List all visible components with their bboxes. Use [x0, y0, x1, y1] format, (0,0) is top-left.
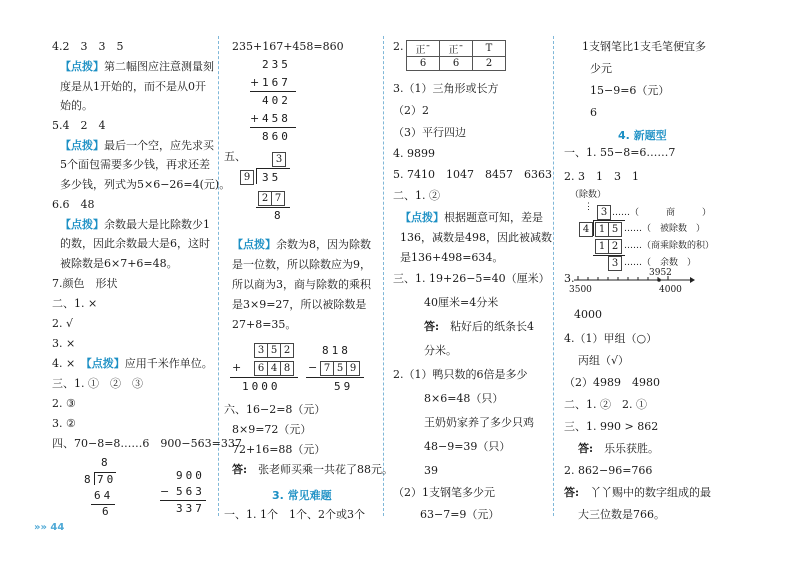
tip-block: 【点拨】根据题意可知，差是: [400, 211, 543, 224]
answer-line: 6.6 48: [52, 198, 95, 211]
answer-line: 7.颜色 形状: [52, 277, 118, 290]
column-divider: [553, 36, 554, 516]
section-title: 4. 新题型: [618, 129, 667, 142]
answer-line: 一、1. 55−8=6……7: [564, 146, 676, 159]
answer-line: 39: [424, 464, 438, 477]
answer-line: 分米。: [424, 344, 457, 357]
tip-line: 始的。: [60, 99, 93, 112]
answer-line: 五、: [224, 150, 246, 163]
answer-line: 答: 粘好后的纸条长4: [424, 320, 535, 333]
tip-label: 【点拨】: [86, 357, 125, 370]
answer-line: 3. ②: [52, 417, 76, 430]
answer-page: 4.2 3 3 5 【点拨】第二幅图应注意测量刻 度是从1开始的，而不是从0开 始的。 5.4 2 4 【点拨】最后一个空，应先求买 5个面包需要多少钱，再求还差 多少钱，列式为5×6−26=4(元)。 6.6 48 【点拨】余数最大是比除数少1 的数，因此余数最大是6，这时 被除数是6×7+6=48。 7.颜色 形状 二、1. × 2. √ 3. × 4. × 【点拨】应用千米作单位。 三、1. ① ② ③ 2. ③ 3. ② 四、70−8=8……6 900−563=337 8 8 70 64 6 900 − 563 337 »» 44 235+167+458=860 235 + 167 402 + 458 860 五、 3 9 35 2 7 8 【点拨】余数为8，因为除数 是一位数，所以除数应为9， 所以商为3，商与除数的乘积 是3×9=27，所以被除数是 27+8=35。 3 5 2 + 6 4 8 1000 818 − 7 5 9 59 六、16−2=8（元） 8×9=72（元） 72+16=88（元） 答: 张老师买乘一共花了88元。 3. 常见难题 一、1. 1个 1个、2个或3个 2. 正¯ 正¯ T 6 6 2 3.（1）三角形或长方 （2）2 （3）平行四边 4. 9899 5. 7410 1047 8457 6363 二、1. ② 【点拨】根据题意可知，差是 136，减数是498，因此被减数 是136+498=634。 三、1. 19+26−5=40（厘米） 40厘米=4分米 答: 粘好后的纸条长4 分米。 2.（1）鸭只数的6倍是多少 8×6=48（只） 王奶奶家养了多少只鸡 48−9=39（只） 39 （2）1支钢笔多少元 63−7=9（元） 1支钢笔比1支毛笔便宜多 少元 15−9=6（元） 6 4. 新题型 一、1. 55−8=6……7 2. 3 1 3 1 （除数） ⋮ 3 ……（ 商 ） 4 1 5 ……（ 被除数 ） 1 2 ……（商乘除数的积） 3 ……（ 余数 ） 3. 3952 3500 4000 4000 4.（1）甲组（○） 丙组（√） （2）4989 4980 二、1. ② 2. ① 三、1. 990 > 862 答: 乐乐获胜。 2. 862−96=766 答: 丫丫赐中的数字组成的最 大三位数是766。: [0, 0, 800, 569]
answer-line: 答: 张老师买乘一共花了88元。: [232, 463, 394, 476]
answer-line: 丙组（√）: [578, 354, 630, 367]
answer-line: 三、1. 990 > 862: [564, 420, 659, 433]
answer-line: 5. 7410 1047 8457 6363: [393, 168, 552, 181]
page-number: »» 44: [34, 522, 65, 533]
answer-line: 三、1. 19+26−5=40（厘米）: [393, 272, 550, 285]
section-title: 3. 常见难题: [272, 489, 332, 502]
answer-line: 8×9=72（元）: [232, 423, 312, 436]
answer-line: 大三位数是766。: [578, 508, 665, 521]
answer-line: 3.（1）三角形或长方: [393, 82, 499, 95]
answer-line: 二、1. ② 2. ①: [564, 398, 647, 411]
tip-label: 【点拨】: [60, 139, 104, 152]
answer-line: 王奶奶家养了多少只鸡: [424, 416, 534, 429]
answer-line: 2. ③: [52, 397, 76, 410]
tip-line: 136，减数是498，因此被减数: [400, 231, 552, 244]
answer-line: 63−7=9（元）: [420, 508, 500, 521]
tip-line: 是3×9=27，所以被除数是: [232, 298, 367, 311]
tip-line: 的数，因此余数最大是6，这时: [60, 237, 210, 250]
answer-line: 72+16=88（元）: [232, 443, 326, 456]
answer-line: （2）4989 4980: [564, 376, 660, 389]
answer-line: 4000: [574, 308, 602, 321]
answer-line: 六、16−2=8（元）: [224, 403, 326, 416]
tip-line: 度是从1开始的，而不是从0开: [60, 80, 206, 93]
answer-line: 8×6=48（只）: [424, 392, 504, 405]
answer-line: 四、70−8=8……6 900−563=337: [52, 437, 242, 450]
answer-line: 2.（1）鸭只数的6倍是多少: [393, 368, 528, 381]
answer-line: 二、1. ②: [393, 189, 440, 202]
answer-line: （3）平行四边: [393, 126, 466, 139]
answer-line: 答: 乐乐获胜。: [578, 442, 660, 455]
tip-line: 27+8=35。: [232, 318, 297, 331]
answer-line: 6: [590, 106, 597, 119]
answer-line: 4. × 【点拨】应用千米作单位。: [52, 357, 213, 370]
tip-block: 【点拨】余数最大是比除数少1: [60, 218, 210, 231]
answer-line: 一、1. 1个 1个、2个或3个: [224, 508, 365, 521]
tip-line: 所以商为3，商与除数的乘积: [232, 278, 371, 291]
answer-line: 2. 3 1 3 1: [564, 170, 639, 183]
answer-line: 3. ×: [52, 337, 76, 350]
answer-line: 235+167+458=860: [232, 40, 344, 53]
tip-line: 是136+498=634。: [400, 251, 504, 264]
answer-line: 2. 862−96=766: [564, 464, 653, 477]
answer-line: 4.2 3 3 5: [52, 40, 124, 53]
tip-label: 【点拨】: [60, 60, 104, 73]
answer-line: 答: 丫丫赐中的数字组成的最: [564, 486, 712, 499]
tip-label: 【点拨】: [400, 211, 444, 224]
tip-block: 【点拨】余数为8，因为除数: [232, 238, 371, 251]
number-line-right-label: 4000: [659, 285, 682, 295]
tip-block: 【点拨】最后一个空，应先求买: [60, 139, 214, 152]
tip-line: 多少钱，列式为5×6−26=4(元)。: [60, 178, 231, 191]
answer-line: 48−9=39（只）: [424, 440, 511, 453]
tip-line: 被除数是6×7+6=48。: [60, 257, 178, 270]
answer-line: 40厘米=4分米: [424, 296, 499, 309]
answer-line: 2. √: [52, 317, 74, 330]
answer-line: 二、1. ×: [52, 297, 98, 310]
answer-line: 5.4 2 4: [52, 119, 106, 132]
column-divider: [383, 36, 384, 516]
tip-line: 是一位数，所以除数应为9，: [232, 258, 371, 271]
number-line-marker-label: 3952: [649, 268, 672, 278]
tip-label: 【点拨】: [60, 218, 104, 231]
answer-line: 三、1. ① ② ③: [52, 377, 143, 390]
answer-line: （2）1支钢笔多少元: [393, 486, 495, 499]
number-line-left-label: 3500: [569, 285, 592, 295]
tip-label: 【点拨】: [232, 238, 276, 251]
answer-line: 4. 9899: [393, 147, 435, 160]
answer-line: 4.（1）甲组（○）: [564, 332, 658, 345]
tip-line: 5个面包需要多少钱，再求还差: [60, 158, 210, 171]
answer-line: 1支钢笔比1支毛笔便宜多: [582, 40, 706, 53]
answer-line: （2）2: [393, 104, 429, 117]
answer-line: 少元: [590, 62, 612, 75]
tally-table: 正¯ 正¯ T 6 6 2: [406, 40, 506, 71]
answer-line: 2.: [393, 40, 404, 53]
answer-line: 3.: [564, 272, 575, 285]
tip-block: 【点拨】第二幅图应注意测量刻: [60, 60, 214, 73]
answer-line: 15−9=6（元）: [590, 84, 670, 97]
